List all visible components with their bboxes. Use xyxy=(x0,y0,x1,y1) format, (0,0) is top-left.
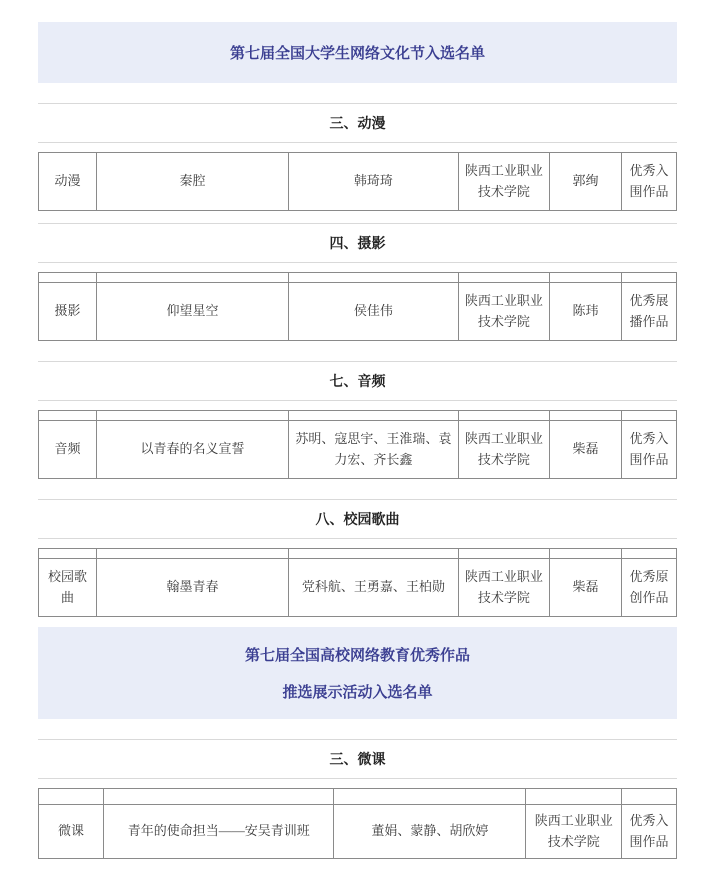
table-row xyxy=(39,559,677,617)
table-row xyxy=(39,805,677,859)
education-banner-line1: 第七届全国高校网络教育优秀作品 xyxy=(244,647,470,664)
education-works-banner xyxy=(38,627,677,719)
cell-work-title: 仰望星空 xyxy=(97,283,289,341)
cell-teacher: 陈玮 xyxy=(550,283,622,341)
table-strip-row xyxy=(39,789,677,805)
cell-category: 动漫 xyxy=(39,153,97,211)
cell-category: 音频 xyxy=(39,421,97,479)
cell-work-title: 翰墨青春 xyxy=(97,559,289,617)
cell-award: 优秀原创作品 xyxy=(622,559,677,617)
cell-authors: 党科航、王勇嘉、王柏勋 xyxy=(289,559,459,617)
anime-table xyxy=(38,152,677,211)
cell-school: 陕西工业职业技术学院 xyxy=(458,153,549,211)
section-heading-anime: 三、动漫 xyxy=(38,103,677,143)
section-heading-campus-song: 八、校园歌曲 xyxy=(38,499,677,539)
cell-school: 陕西工业职业技术学院 xyxy=(458,559,549,617)
table-row xyxy=(39,153,677,211)
cell-authors: 苏明、寇思宇、王淮瑞、袁力宏、齐长鑫 xyxy=(289,421,459,479)
cell-school: 陕西工业职业技术学院 xyxy=(526,805,622,859)
cell-category: 摄影 xyxy=(39,283,97,341)
table-row xyxy=(39,421,677,479)
table-strip-row xyxy=(39,273,677,283)
cell-award: 优秀展播作品 xyxy=(622,283,677,341)
cell-authors: 董娟、蒙静、胡欣婷 xyxy=(334,805,526,859)
cell-work-title: 秦腔 xyxy=(97,153,289,211)
festival-banner xyxy=(38,22,677,83)
micro-course-table xyxy=(38,788,677,859)
cell-work-title: 以青春的名义宣誓 xyxy=(97,421,289,479)
festival-banner-title: 第七届全国大学生网络文化节入选名单 xyxy=(229,45,485,62)
cell-school: 陕西工业职业技术学院 xyxy=(458,283,549,341)
cell-authors: 韩琦琦 xyxy=(289,153,459,211)
cell-teacher: 柴磊 xyxy=(550,559,622,617)
cell-work-title: 青年的使命担当——安吴青训班 xyxy=(104,805,334,859)
section-heading-audio: 七、音频 xyxy=(38,361,677,401)
audio-table xyxy=(38,410,677,479)
section-heading-micro-course: 三、微课 xyxy=(38,739,677,779)
cell-teacher: 郭绚 xyxy=(550,153,622,211)
table-row xyxy=(39,283,677,341)
table-strip-row xyxy=(39,411,677,421)
cell-school: 陕西工业职业技术学院 xyxy=(458,421,549,479)
photography-table xyxy=(38,272,677,341)
cell-authors: 侯佳伟 xyxy=(289,283,459,341)
cell-teacher: 柴磊 xyxy=(550,421,622,479)
cell-award: 优秀入围作品 xyxy=(622,421,677,479)
table-strip-row xyxy=(39,549,677,559)
campus-song-table xyxy=(38,548,677,617)
cell-award: 优秀入围作品 xyxy=(622,805,677,859)
education-banner-line2: 推选展示活动入选名单 xyxy=(282,684,433,701)
cell-category: 校园歌曲 xyxy=(39,559,97,617)
cell-category: 微课 xyxy=(39,805,104,859)
section-heading-photography: 四、摄影 xyxy=(38,223,677,263)
cell-award: 优秀入围作品 xyxy=(622,153,677,211)
